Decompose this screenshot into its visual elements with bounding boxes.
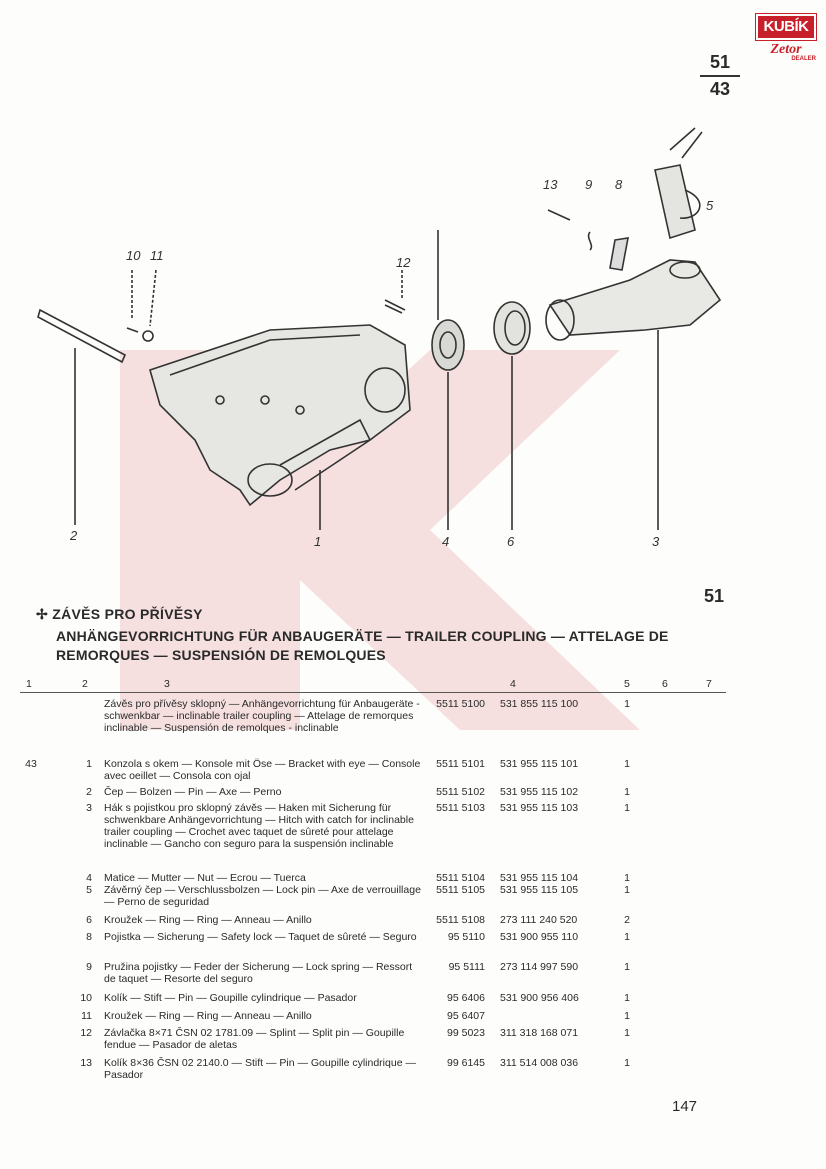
- cell-order-number: 273 114 997 590: [500, 961, 579, 973]
- col-header-2: 2: [82, 678, 88, 690]
- cell-order-number: 311 318 168 071: [500, 1027, 579, 1039]
- diagram-label-13: 13: [543, 177, 558, 192]
- cell-description: Konzola s okem — Konsole mit Öse — Bracket with eye — Console avec oeillet — Consola con ojal: [104, 758, 421, 782]
- cell-description: Závěrný čep — Verschlussbolzen — Lock pin — Axe de verrouillage — Perno de seguridad: [104, 884, 421, 908]
- cell-quantity: 1: [624, 931, 630, 943]
- diagram-label-12: 12: [396, 255, 411, 270]
- cell-order-number: 531 855 115 100: [500, 698, 579, 710]
- kubik-zetor-logo: [756, 14, 816, 62]
- cell-description: Kolík 8×36 ČSN 02 2140.0 — Stift — Pin — Goupille cylindrique — Pasador: [104, 1057, 416, 1081]
- cell-order-number: 531 955 115 104: [500, 872, 579, 884]
- part-pin-2: [38, 310, 125, 362]
- cell-quantity: 1: [624, 802, 630, 814]
- cell-order-number: 531 955 115 103: [500, 802, 579, 814]
- table-row: [20, 931, 726, 959]
- table-row: [20, 961, 726, 989]
- cell-part-number: 99 6145: [447, 1057, 485, 1069]
- cell-part-number: 95 6407: [447, 1010, 485, 1022]
- cell-part-number: 95 5111: [448, 961, 485, 973]
- logo-dealer: DEALER: [791, 56, 816, 62]
- table-row: [20, 802, 726, 872]
- diagram-label-6: 6: [507, 534, 515, 549]
- part-lock-8: [610, 238, 628, 270]
- cell-quantity: 1: [624, 1010, 630, 1022]
- parts-table: [20, 676, 726, 1081]
- table-row: [20, 786, 726, 800]
- cell-part-number: 5511 5108: [436, 914, 485, 926]
- cell-position: 6: [86, 914, 92, 926]
- part-bracket-1: [150, 325, 410, 505]
- cell-quantity: 1: [624, 872, 630, 884]
- diagram-label-10: 10: [126, 248, 141, 263]
- cell-quantity: 1: [624, 786, 630, 798]
- col-header-1: 1: [26, 678, 32, 690]
- table-row: [20, 884, 726, 912]
- cell-position: 1: [86, 758, 92, 770]
- cell-description: Pojistka — Sicherung — Safety lock — Taquet de sûreté — Seguro: [104, 931, 417, 943]
- part-split-pin-12: [385, 300, 405, 313]
- section-title: ✢ ZÁVĚS PRO PŘÍVĚSY: [36, 606, 203, 622]
- cell-quantity: 1: [624, 884, 630, 896]
- cell-part-number: 95 6406: [447, 992, 485, 1004]
- table-row: [20, 758, 726, 784]
- group-number: 51: [704, 586, 725, 606]
- cell-order-number: 273 111 240 520: [500, 914, 578, 926]
- cell-quantity: 1: [624, 1027, 630, 1039]
- table-row: [20, 1010, 726, 1024]
- cell-part-number: 5511 5104: [436, 872, 485, 884]
- col-header-5: 5: [624, 678, 630, 690]
- part-pin-13: [548, 210, 570, 220]
- section-subtitle: ANHÄNGEVORRICHTUNG FÜR ANBAUGERÄTE — TRAILER COUPLING — ATTELAGE DE REMORQUES — SUSPENSIÓN DE REMOLQUES: [56, 628, 669, 663]
- cell-description: Kroužek — Ring — Ring — Anneau — Anillo: [104, 1010, 312, 1022]
- cell-position: 13: [80, 1057, 92, 1069]
- logo-brand: KUBÍK: [756, 14, 816, 40]
- cell-description: Čep — Bolzen — Pin — Axe — Perno: [104, 786, 282, 798]
- cell-position: 10: [80, 992, 92, 1004]
- part-spring-9: [589, 232, 592, 250]
- exploded-parts-diagram: [30, 110, 730, 570]
- cell-position: 8: [86, 931, 92, 943]
- cell-part-number: 5511 5103: [436, 802, 485, 814]
- diagram-label-2: 2: [70, 528, 78, 543]
- logo-sub: Zetor: [770, 42, 802, 57]
- cell-description: Závěs pro přívěsy sklopný — Anhängevorrichtung für Anbaugeräte - schwenkbar — inclinable trailer coupling — Attelage de remorques inclinable — Suspensión de remolques - inclinable: [104, 698, 420, 734]
- cell-part-number: 99 5023: [447, 1027, 485, 1039]
- page-ref-numerator: 51: [700, 52, 740, 77]
- col-header-6: 6: [662, 678, 668, 690]
- page-ref-denominator: 43: [709, 79, 731, 99]
- table-row: [20, 872, 726, 884]
- cell-position: 2: [86, 786, 92, 798]
- cell-description: Závlačka 8×71 ČSN 02 1781.09 — Splint — Split pin — Goupille fendue — Pasador de aletas: [104, 1027, 405, 1051]
- cell-position: 4: [86, 872, 92, 884]
- cell-quantity: 2: [624, 914, 630, 926]
- col-header-4: 4: [510, 678, 516, 690]
- table-row: [20, 992, 726, 1006]
- cell-description: Kroužek — Ring — Ring — Anneau — Anillo: [104, 914, 312, 926]
- cell-order-number: 531 900 956 406: [500, 992, 579, 1004]
- cell-order-number: 531 955 115 101: [500, 758, 579, 770]
- cell-position: 3: [86, 802, 92, 814]
- table-row: [20, 1057, 726, 1085]
- cell-part-number: 95 5110: [447, 931, 485, 943]
- cell-part-number: 5511 5101: [436, 758, 485, 770]
- page-reference: [700, 52, 740, 100]
- diagram-label-3: 3: [652, 534, 660, 549]
- cell-quantity: 1: [624, 1057, 630, 1069]
- diagram-label-8: 8: [615, 177, 623, 192]
- part-pin-10: [127, 328, 138, 332]
- cell-quantity: 1: [624, 961, 630, 973]
- col-header-3: 3: [164, 678, 170, 690]
- diagram-label-9: 9: [585, 177, 593, 192]
- part-hook-3: [550, 260, 720, 335]
- diagram-label-1: 1: [314, 534, 322, 549]
- cell-order-number: 531 955 115 102: [500, 786, 579, 798]
- cell-description: Matice — Mutter — Nut — Ecrou — Tuerca: [104, 872, 306, 884]
- cell-order-number: 311 514 008 036: [500, 1057, 579, 1069]
- cell-quantity: 1: [624, 758, 630, 770]
- cell-part-number: 5511 5102: [436, 786, 485, 798]
- table-header: [20, 676, 726, 693]
- part-lock-pin-5: [655, 165, 695, 238]
- cell-part-number: 5511 5100: [436, 698, 485, 710]
- cell-quantity: 1: [624, 698, 630, 710]
- cell-part-number: 5511 5105: [436, 884, 485, 896]
- cell-position: 12: [80, 1027, 92, 1039]
- cell-position: 5: [86, 884, 92, 896]
- cell-ref: 43: [25, 758, 37, 770]
- cell-order-number: 531 900 955 110: [500, 931, 579, 943]
- table-row: [20, 1027, 726, 1055]
- cell-position: 9: [86, 961, 92, 973]
- diagram-label-5: 5: [706, 198, 714, 213]
- part-ring-11: [143, 331, 153, 341]
- cell-order-number: 531 955 115 105: [500, 884, 579, 896]
- cell-description: Hák s pojistkou pro sklopný závěs — Haken mit Sicherung für schwenkbare Anhängevorrichtung — Hitch with catch for inclinable trailer coupling — Crochet avec taquet de sûreté pour attelage inclinable — Gancho con seguro para la suspensión inclinable: [104, 802, 414, 850]
- part-nut-4: [432, 320, 464, 370]
- page-number: 147: [672, 1098, 698, 1115]
- diagram-label-4: 4: [442, 534, 450, 549]
- cell-description: Kolík — Stift — Pin — Goupille cylindrique — Pasador: [104, 992, 357, 1004]
- col-header-7: 7: [706, 678, 712, 690]
- cell-quantity: 1: [624, 992, 630, 1004]
- diagram-label-11: 11: [150, 248, 164, 263]
- table-row: [20, 914, 726, 928]
- table-row: [20, 698, 726, 758]
- cell-position: 11: [81, 1010, 92, 1022]
- cell-description: Pružina pojistky — Feder der Sicherung — Lock spring — Ressort de taquet — Resorte del seguro: [104, 961, 413, 985]
